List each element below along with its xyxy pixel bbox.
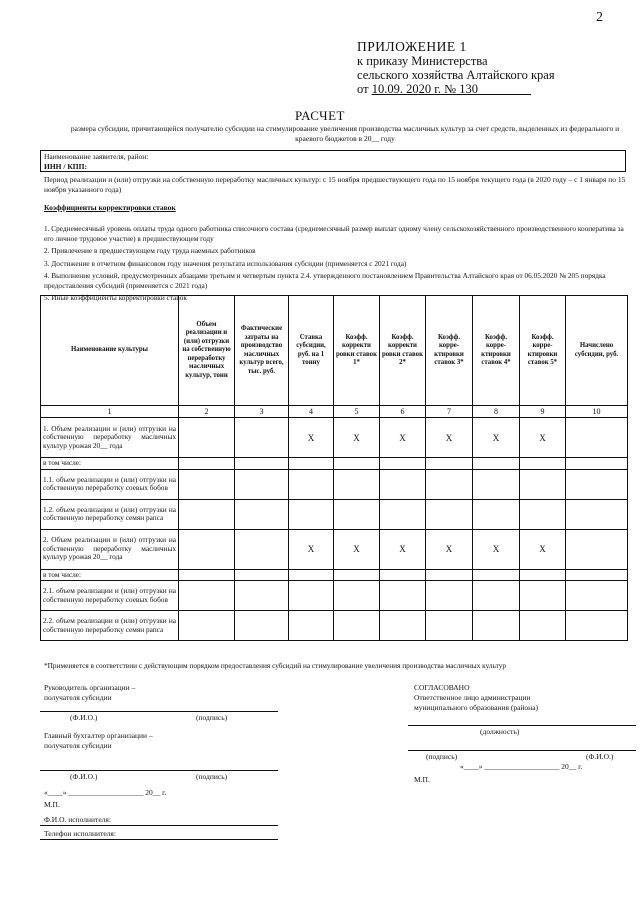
applicant-name-label: Наименование заявителя, район: (44, 152, 149, 161)
fio-caption: (Ф.И.О.) (586, 752, 614, 761)
header-cell: Коэфф. корре- ктировки ставок 5* (520, 296, 566, 406)
table-row (41, 458, 628, 470)
header-cell: Коэфф. корре- ктировки ставок 3* (426, 296, 473, 406)
column-number: 9 (520, 406, 566, 418)
signature-caption: (подпись) (196, 713, 228, 722)
fio-caption: (Ф.И.О.) (70, 713, 98, 722)
appendix-header (357, 40, 555, 96)
column-number: 8 (473, 406, 520, 418)
x-mark: X (473, 418, 520, 458)
input-cell[interactable] (235, 469, 289, 499)
x-mark: X (520, 418, 566, 458)
signature-line (40, 770, 278, 771)
x-mark: X (289, 418, 334, 458)
column-number-row (41, 406, 628, 418)
header-cell: Наименование культуры (41, 296, 179, 406)
column-number: 4 (289, 406, 334, 418)
appendix-line3: сельского хозяйства Алтайского края (357, 68, 555, 82)
row-label: 1.2. объем реализации и (или) отгрузки на собственную переработку семян рапса (41, 499, 179, 529)
input-cell[interactable] (566, 418, 628, 458)
column-number: 7 (426, 406, 473, 418)
input-cell[interactable] (179, 529, 235, 569)
input-cell[interactable] (566, 469, 628, 499)
table-row (41, 499, 628, 529)
calculation-table (40, 295, 628, 641)
date-line: «____» ____________________ 20__ г. (44, 788, 167, 797)
stamp-mark: М.П. (44, 800, 60, 809)
input-cell[interactable] (235, 611, 289, 641)
header-cell: Объем реализации и (или) отгрузки на собственную переработку масличных культур, тонн (179, 296, 235, 406)
row-label: 1. Объем реализации и (или) отгрузки на собственную переработку масличных культур урожая 20__ года (41, 418, 179, 458)
order-date-number: 10.09. 2020 г. № 130 (371, 82, 478, 96)
column-number: 5 (334, 406, 380, 418)
row-label: в том числе: (41, 569, 179, 581)
input-cell[interactable] (235, 581, 289, 611)
agreed-label: СОГЛАСОВАНО (414, 683, 470, 692)
input-cell[interactable] (566, 499, 628, 529)
input-cell[interactable] (179, 499, 235, 529)
input-cell[interactable] (235, 418, 289, 458)
note-item: 2. Привлечение в предшествующем году труда наемных работников (44, 246, 256, 255)
document-title: РАСЧЕТ (295, 108, 345, 123)
signature-line (408, 750, 636, 751)
position-caption: (должность) (480, 727, 520, 736)
table-row (41, 418, 628, 458)
coef-heading: Коэффициенты корректировки ставок (44, 203, 176, 212)
column-number: 10 (566, 406, 628, 418)
header-cell: Коэфф. корректи ровки ставок 2* (380, 296, 426, 406)
signature-line (40, 711, 278, 712)
header-cell: Коэфф. корректи ровки ставок 1* (334, 296, 380, 406)
table-row (41, 581, 628, 611)
table-row (41, 569, 628, 581)
header-cell: Ставка субсидии, руб. на 1 тонну (289, 296, 334, 406)
row-label: 1.1. объем реализации и (или) отгрузки на собственную переработку соевых бобов (41, 469, 179, 499)
signature-caption: (подпись) (196, 772, 228, 781)
x-mark: X (380, 418, 426, 458)
x-mark: X (426, 529, 473, 569)
column-number: 3 (235, 406, 289, 418)
phone-label: Телефон исполнителя: (44, 829, 116, 838)
document-subtitle: размера субсидии, причитающейся получателю субсидии на стимулирование увеличения производства масличных культур за счет средств, выделенных из федерального и краевого бюджетов в 20__ году (70, 124, 620, 143)
table-row (41, 469, 628, 499)
applicant-box (40, 150, 626, 172)
note-item: 4. Выполнение условий, предусмотренных абзацами третьим и четвертым пункта 2.4. утвержденного постановлением Правительства Алтайского края от 06.05.2020 № 205 порядка предоставления субсидий (применяется с 2021 года) (44, 271, 606, 290)
stamp-mark: М.П. (414, 775, 430, 784)
phone-line (40, 839, 278, 840)
signature-caption: (подпись) (426, 752, 458, 761)
head-label: Руководитель организации – получателя субсидии (44, 683, 136, 702)
date-line: «____» ____________________ 20__ г. (460, 762, 583, 771)
column-number: 1 (41, 406, 179, 418)
page-number: 2 (596, 10, 603, 25)
x-mark: X (334, 529, 380, 569)
row-label: 2. Объем реализации и (или) отгрузки на собственную переработку масличных культур урожая 20__ года (41, 529, 179, 569)
input-cell[interactable] (235, 499, 289, 529)
header-row (41, 296, 628, 406)
x-mark: X (334, 418, 380, 458)
appendix-title: ПРИЛОЖЕНИЕ 1 (357, 39, 467, 54)
input-cell[interactable] (566, 529, 628, 569)
input-cell[interactable] (179, 611, 235, 641)
accountant-label: Главный бухгалтер организации – получателя субсидии (44, 731, 153, 750)
fio-caption: (Ф.И.О.) (70, 772, 98, 781)
appendix-line2: к приказу Министерства (357, 54, 488, 68)
x-mark: X (473, 529, 520, 569)
official-label: Ответственное лицо администрации муниципального образования (района) (414, 693, 539, 712)
input-cell[interactable] (179, 418, 235, 458)
row-label: 2.1. объем реализации и (или) отгрузки на собственную переработку соевых бобов (41, 581, 179, 611)
footnote: *Применяется в соответствии с действующим порядком предоставления субсидий на стимулирование увеличения производства масличных культур (44, 661, 507, 670)
row-label: в том числе: (41, 458, 179, 470)
input-cell[interactable] (235, 529, 289, 569)
table-row (41, 529, 628, 569)
x-mark: X (520, 529, 566, 569)
inn-kpp-label: ИНН / КПП: (44, 162, 87, 171)
row-label: 2.2. объем реализации и (или) отгрузки на собственную переработку семян рапса (41, 611, 179, 641)
input-cell[interactable] (179, 581, 235, 611)
input-cell[interactable] (179, 469, 235, 499)
input-cell[interactable] (566, 581, 628, 611)
coef-notes (44, 224, 630, 306)
note-item: 5. Иные коэффициенты корректировки ставок (44, 293, 187, 302)
column-number: 6 (380, 406, 426, 418)
x-mark: X (289, 529, 334, 569)
appendix-date: от 10.09. 2020 г. № 130 (357, 82, 478, 96)
executor-label: Ф.И.О. исполнителя: (44, 815, 111, 824)
x-mark: X (380, 529, 426, 569)
note-item: 1. Среднемесячный уровень оплаты труда одного работника списочного состава (среднемесячный размер выплат одному члену сельскохозяйственного производственного кооператива за его личное трудовое участие) в предшествующем году (44, 224, 624, 243)
header-cell: Фактические затраты на производство масличных культур всего, тыс. руб. (235, 296, 289, 406)
period-text: Период реализации и (или) отгрузки на собственную переработку масличных культур: с 15 ноября предшествующего года по 15 ноября текущего года (в 2020 году – с 1 января по 15 ноября указанного года) (44, 175, 626, 194)
input-cell[interactable] (566, 611, 628, 641)
executor-line (40, 825, 278, 826)
table-row (41, 611, 628, 641)
column-number: 2 (179, 406, 235, 418)
note-item: 3. Достижение в отчетном финансовом году значения результата использования субсидии (применяется с 2021 года) (44, 258, 407, 268)
x-mark: X (426, 418, 473, 458)
header-cell: Начислено субсидии, руб. (566, 296, 628, 406)
position-line (408, 725, 636, 726)
header-cell: Коэфф. корре- ктировки ставок 4* (473, 296, 520, 406)
